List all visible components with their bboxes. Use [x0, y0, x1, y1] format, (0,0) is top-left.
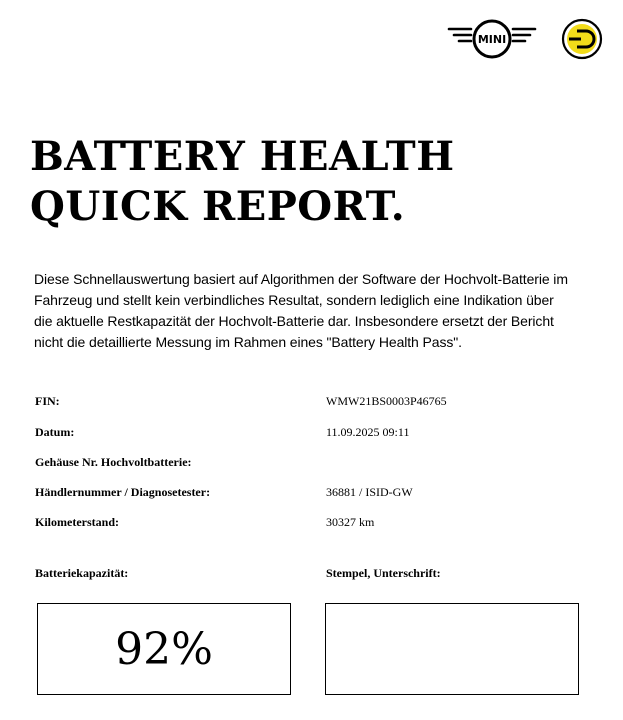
- field-value-fin: WMW21BS0003P46765: [326, 394, 447, 408]
- mini-logo: [447, 14, 537, 64]
- title-line-2: QUICK REPORT.: [30, 183, 406, 230]
- field-label-gehaeuse: Gehäuse Nr. Hochvoltbatterie:: [35, 455, 192, 469]
- signature-box: [325, 603, 579, 695]
- title-line-1: BATTERY HEALTH: [30, 133, 455, 180]
- field-label-datum: Datum:: [35, 425, 75, 439]
- capacity-value: 92%: [115, 624, 213, 675]
- intro-paragraph: Diese Schnellauswertung basiert auf Algorithmen der Software der Hochvolt-Batterie im Fahrzeug und stellt kein verbindliches Resultat, sondern lediglich eine Indikation über die aktuelle Restkapazität der Hochvolt-Batterie dar. Insbesondere ersetzt der Bericht nicht die detaillierte Messung im Rahmen eines "Battery Health Pass".: [34, 271, 568, 350]
- signature-label: Stempel, Unterschrift:: [326, 566, 441, 580]
- mini-logo-text: MINI: [477, 33, 507, 46]
- electric-plug-icon: [561, 18, 603, 60]
- field-value-kilometer: 30327 km: [326, 515, 375, 529]
- field-label-kilometer: Kilometerstand:: [35, 515, 119, 529]
- field-value-haendler: 36881 / ISID-GW: [326, 485, 413, 499]
- header-logos: [447, 14, 603, 64]
- field-value-datum: 11.09.2025 09:11: [326, 425, 410, 439]
- report-title: [30, 132, 454, 232]
- capacity-label: Batteriekapazität:: [35, 566, 129, 580]
- field-label-fin: FIN:: [35, 394, 60, 408]
- field-label-haendler: Händlernummer / Diagnosetester:: [35, 485, 211, 499]
- capacity-box: [37, 603, 291, 695]
